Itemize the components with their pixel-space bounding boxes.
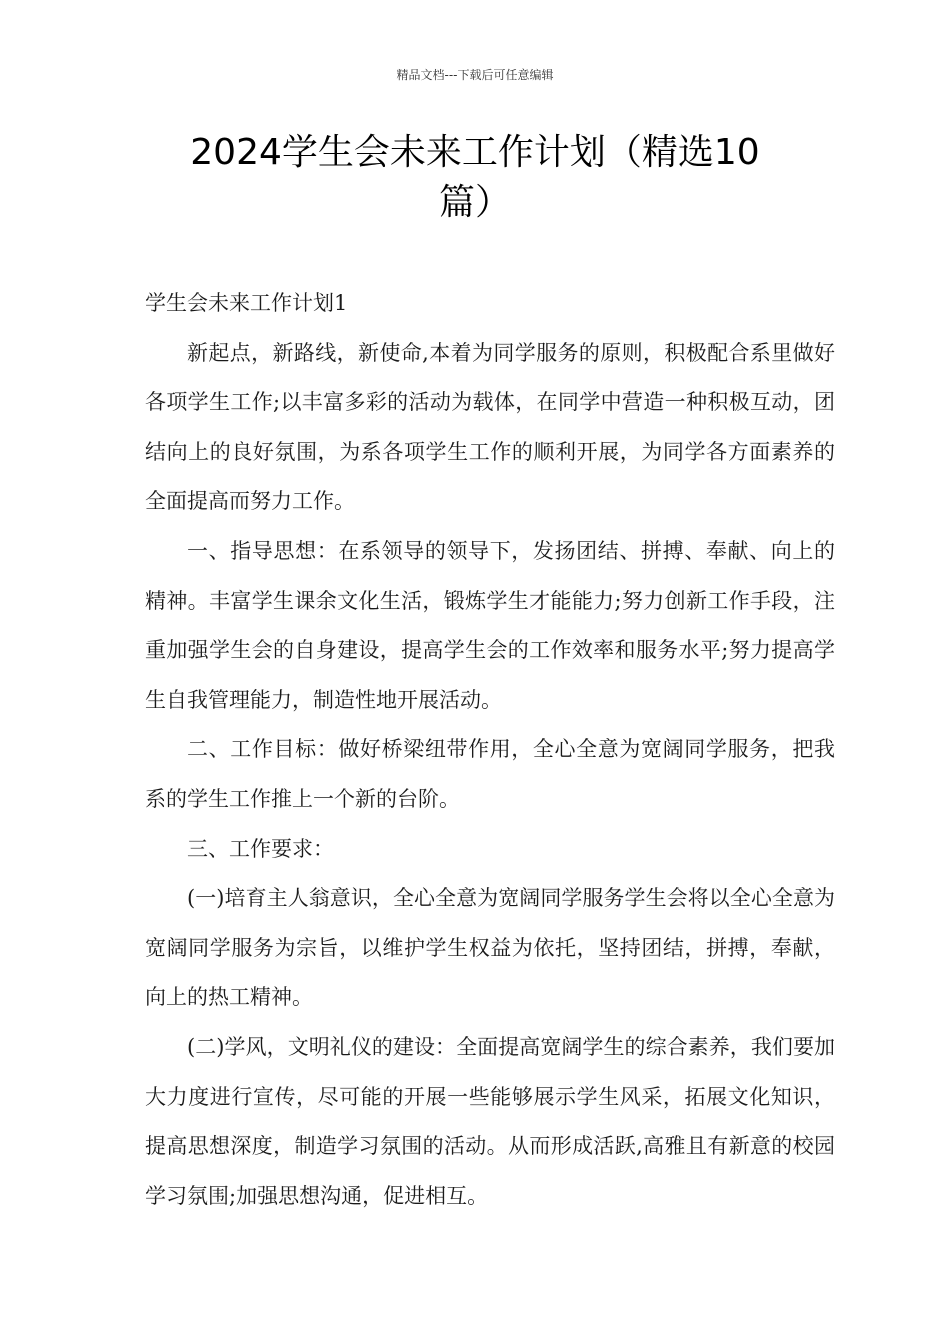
requirement-2-paragraph: (二)学风，文明礼仪的建设：全面提高宽阔学生的综合素养，我们要加大力度进行宣传，尽可能的开展一些能够展示学生风采，拓展文化知识，提高思想深度，制造学习氛围的活动。从而形成活跃,高雅且有新意的校园学习氛围;加强思想沟通，促进相互。 [145, 1034, 835, 1208]
document-title [0, 128, 950, 228]
document-body [145, 279, 835, 1221]
page-header-note: 精品文档---下载后可任意编辑 [396, 68, 554, 82]
title-line-1: 2024学生会未来工作计划（精选10 [190, 132, 760, 173]
work-requirements-heading: 三、工作要求： [187, 836, 334, 861]
guiding-ideology-paragraph: 一、指导思想：在系领导的领导下，发扬团结、拼搏、奉献、向上的精神。丰富学生课余文化生活，锻炼学生才能能力;努力创新工作手段，注重加强学生会的自身建设，提高学生会的工作效率和服务水平;努力提高学生自我管理能力，制造性地开展活动。 [145, 538, 835, 712]
intro-paragraph: 新起点，新路线，新使命,本着为同学服务的原则，积极配合系里做好各项学生工作;以丰富多彩的活动为载体，在同学中营造一种积极互动，团结向上的良好氛围，为系各项学生工作的顺利开展，为同学各方面素养的全面提高而努力工作。 [145, 340, 835, 514]
work-goals-paragraph: 二、工作目标：做好桥梁纽带作用，全心全意为宽阔同学服务，把我系的学生工作推上一个新的台阶。 [145, 737, 835, 811]
requirement-1-paragraph: (一)培育主人翁意识，全心全意为宽阔同学服务学生会将以全心全意为宽阔同学服务为宗旨，以维护学生权益为依托，坚持团结，拼搏，奉献，向上的热工精神。 [145, 886, 835, 1010]
section-heading: 学生会未来工作计划1 [145, 291, 348, 315]
title-line-2: 篇） [438, 182, 511, 223]
